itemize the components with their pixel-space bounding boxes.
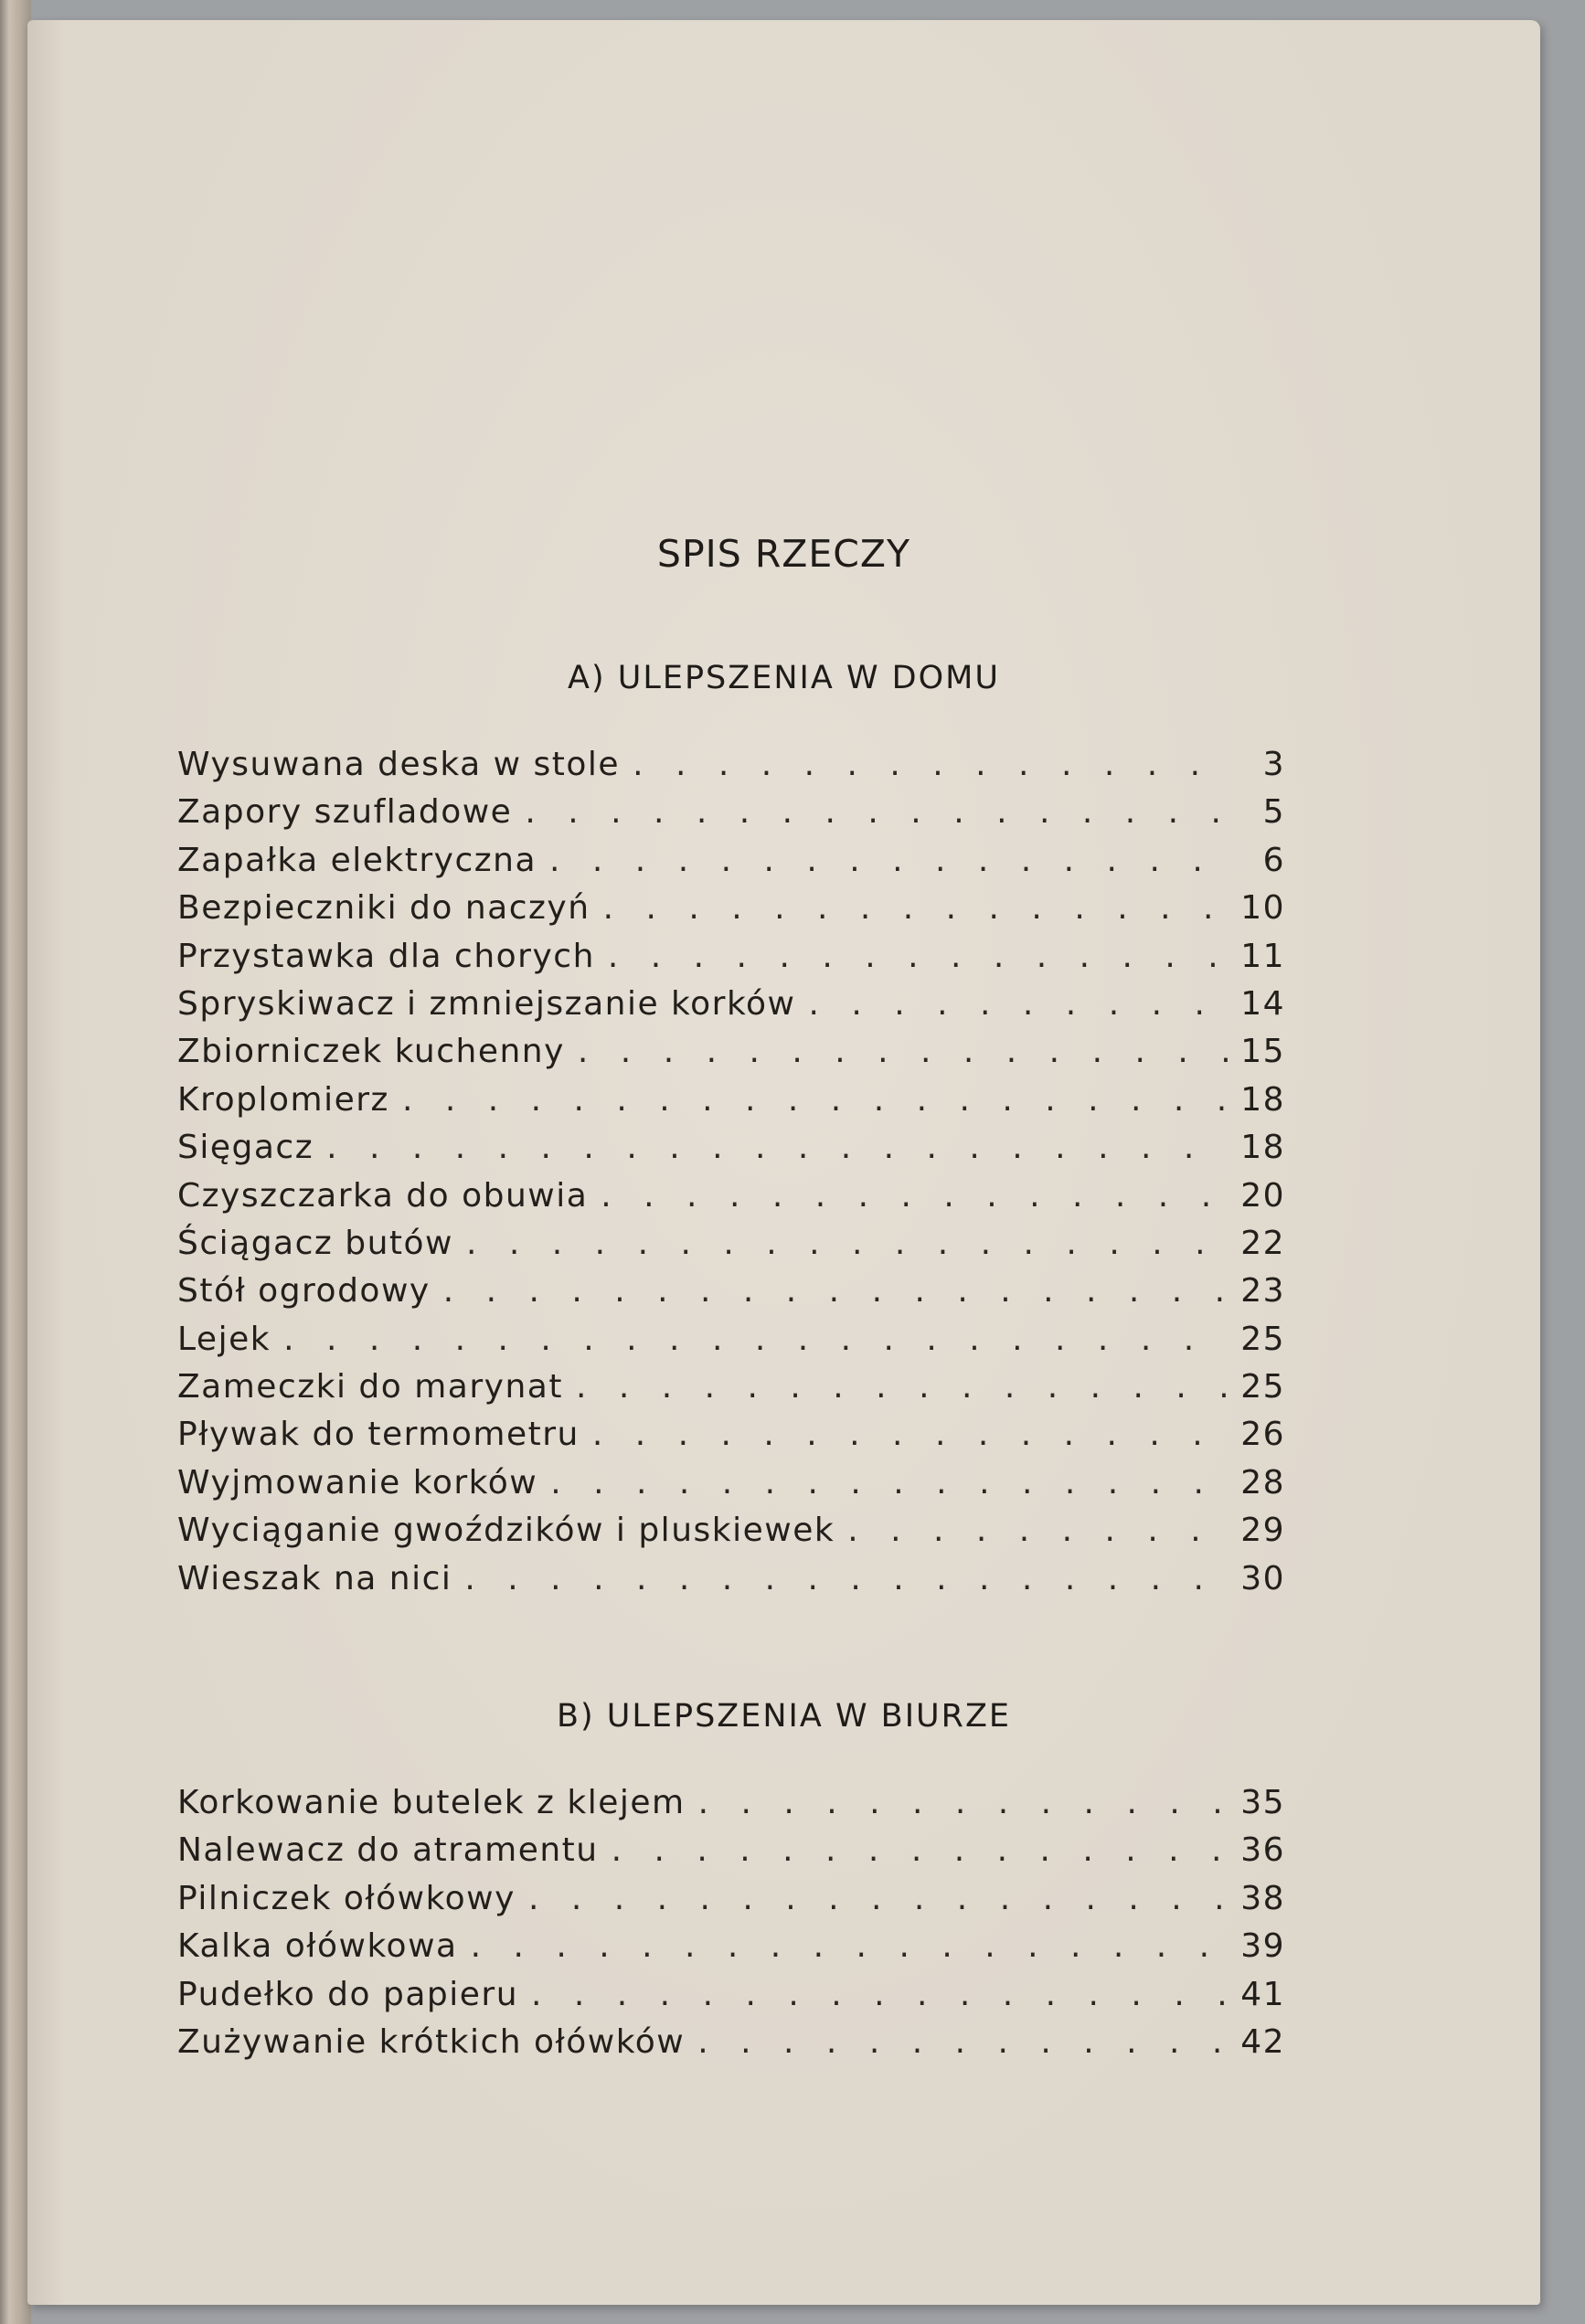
toc-entry: [177, 1129, 1285, 1176]
toc-leader-dots: [528, 1880, 1229, 1917]
toc-leader-dots: [471, 1927, 1229, 1965]
book-page: [27, 20, 1540, 2305]
toc-entry-page-number: 39: [1240, 1927, 1285, 1966]
toc-entry-page-number: 14: [1240, 984, 1285, 1023]
toc-leader-dots: [592, 1416, 1229, 1453]
toc-entry: [177, 985, 1285, 1033]
toc-entry-page-number: 25: [1240, 1320, 1285, 1358]
toc-entry: [177, 938, 1285, 985]
toc-leader-dots: [576, 1368, 1229, 1406]
toc-entry: [177, 2023, 1285, 2071]
toc-entry-label: Kalka ołówkowa: [177, 1927, 458, 1966]
section-heading-office: B) ULEPSZENIA W BIURZE: [556, 1698, 1012, 1735]
toc-entry-page-number: 25: [1240, 1368, 1285, 1406]
toc-entry-label: Pudełko do papieru: [177, 1975, 519, 2013]
toc-entry-page-number: 26: [1240, 1416, 1285, 1454]
page-title: SPIS RZECZY: [656, 532, 911, 576]
toc-entry: [177, 793, 1285, 841]
toc-list-office: [177, 1784, 1285, 2071]
toc-entry-label: Sięgacz: [177, 1129, 314, 1167]
toc-entry-label: Bezpieczniki do naczyń: [177, 889, 590, 928]
toc-entry: [177, 1512, 1285, 1559]
toc-entry: [177, 1321, 1285, 1368]
toc-entry: [177, 1927, 1285, 1975]
toc-entry-page-number: 22: [1240, 1224, 1285, 1262]
toc-entry-page-number: 35: [1240, 1784, 1285, 1821]
toc-entry-page-number: 30: [1240, 1559, 1285, 1597]
toc-entry-page-number: 15: [1240, 1033, 1285, 1071]
toc-leader-dots: [601, 1177, 1229, 1215]
toc-entry-page-number: 3: [1262, 746, 1285, 783]
toc-entry-label: Wyciąganie gwoździków i pluskiewek: [177, 1512, 835, 1550]
toc-entry-page-number: 5: [1262, 793, 1285, 832]
toc-entry-page-number: 29: [1240, 1512, 1285, 1550]
toc-entry-page-number: 18: [1240, 1129, 1285, 1167]
toc-leader-dots: [402, 1081, 1229, 1119]
toc-entry-label: Zużywanie krótkich ołówków: [177, 2022, 686, 2061]
toc-entry-page-number: 42: [1240, 2022, 1285, 2061]
toc-entry: [177, 1784, 1285, 1831]
toc-entry-label: Pływak do termometru: [177, 1416, 580, 1454]
toc-entry-label: Wieszak na nici: [177, 1559, 452, 1597]
toc-entry-label: Kroplomierz: [177, 1080, 389, 1119]
toc-entry-page-number: 28: [1240, 1463, 1285, 1502]
toc-entry-label: Zapory szufladowe: [177, 793, 513, 832]
toc-leader-dots: [608, 938, 1229, 975]
toc-leader-dots: [464, 1560, 1229, 1597]
toc-entry: [177, 1081, 1285, 1129]
toc-entry: [177, 889, 1285, 937]
toc-entry: [177, 1368, 1285, 1416]
toc-leader-dots: [466, 1225, 1229, 1262]
toc-entry: [177, 842, 1285, 889]
toc-entry: [177, 1976, 1285, 2023]
toc-leader-dots: [443, 1272, 1229, 1310]
toc-entry-label: Przystawka dla chorych: [177, 937, 595, 975]
toc-entry: [177, 746, 1285, 793]
toc-entry-label: Wyjmowanie korków: [177, 1463, 538, 1502]
toc-entry-page-number: 23: [1240, 1272, 1285, 1311]
toc-entry-label: Lejek: [177, 1320, 271, 1358]
toc-entry-label: Nalewacz do atramentu: [177, 1831, 599, 1870]
toc-leader-dots: [808, 985, 1229, 1023]
toc-entry-page-number: 10: [1240, 889, 1285, 928]
toc-entry: [177, 1225, 1285, 1272]
toc-leader-dots: [633, 746, 1229, 783]
toc-entry-label: Zapałka elektryczna: [177, 841, 537, 879]
toc-entry: [177, 1416, 1285, 1463]
toc-leader-dots: [550, 1464, 1229, 1502]
toc-entry-label: Zbiorniczek kuchenny: [177, 1033, 565, 1071]
toc-entry: [177, 1880, 1285, 1927]
toc-entry-page-number: 11: [1240, 937, 1285, 975]
toc-leader-dots: [697, 2023, 1229, 2061]
toc-leader-dots: [612, 1831, 1229, 1869]
toc-entry-label: Korkowanie butelek z klejem: [177, 1784, 686, 1821]
toc-entry-label: Czyszczarka do obuwia: [177, 1176, 589, 1215]
toc-entry-label: Pilniczek ołówkowy: [177, 1879, 516, 1917]
toc-leader-dots: [603, 889, 1229, 927]
toc-entry-page-number: 38: [1240, 1879, 1285, 1917]
toc-entry-page-number: 36: [1240, 1831, 1285, 1870]
toc-leader-dots: [698, 1784, 1229, 1821]
book-binding: [0, 0, 31, 2324]
toc-entry-page-number: 20: [1240, 1176, 1285, 1215]
toc-list-home: [177, 746, 1285, 1608]
toc-entry: [177, 1464, 1285, 1512]
toc-leader-dots: [525, 793, 1229, 831]
toc-leader-dots: [326, 1129, 1229, 1166]
toc-leader-dots: [531, 1976, 1229, 2013]
toc-entry-page-number: 41: [1240, 1975, 1285, 2013]
toc-entry-label: Stół ogrodowy: [177, 1272, 431, 1311]
toc-entry: [177, 1033, 1285, 1080]
toc-leader-dots: [283, 1321, 1229, 1358]
toc-entry: [177, 1272, 1285, 1320]
toc-leader-dots: [847, 1512, 1229, 1549]
toc-entry: [177, 1177, 1285, 1225]
toc-entry-page-number: 6: [1262, 841, 1285, 879]
toc-entry: [177, 1831, 1285, 1879]
toc-entry-label: Wysuwana deska w stole: [177, 746, 621, 783]
toc-entry-page-number: 18: [1240, 1080, 1285, 1119]
toc-leader-dots: [549, 842, 1229, 879]
section-heading-home: A) ULEPSZENIA W DOMU: [568, 660, 1000, 696]
toc-entry-label: Spryskiwacz i zmniejszanie korków: [177, 984, 796, 1023]
toc-entry-label: Ściągacz butów: [177, 1224, 454, 1262]
toc-entry-label: Zameczki do marynat: [177, 1368, 563, 1406]
toc-leader-dots: [578, 1033, 1229, 1070]
toc-entry: [177, 1560, 1285, 1608]
